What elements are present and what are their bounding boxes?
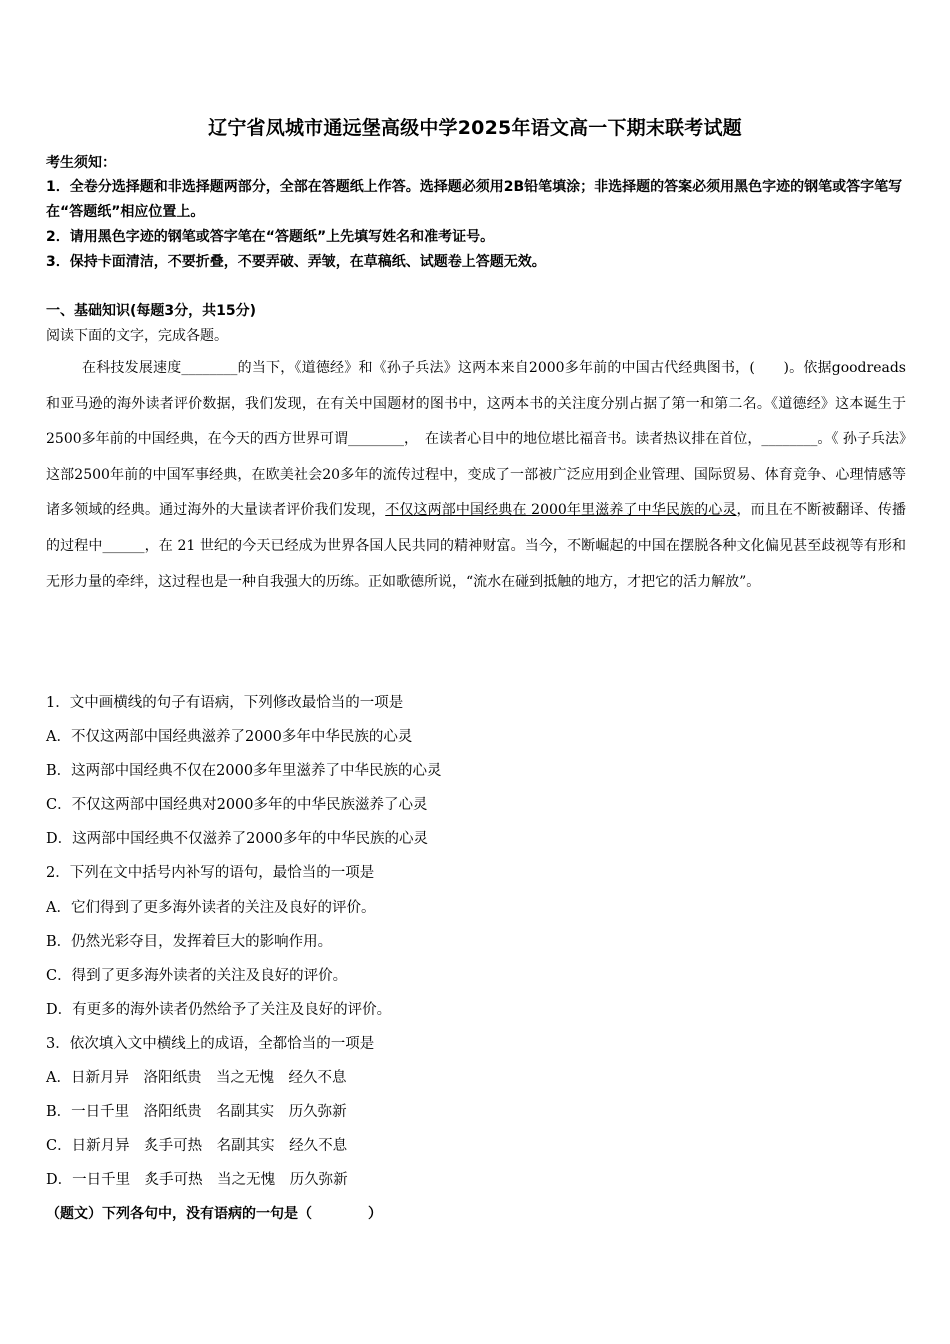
question-2-option-c: C．得到了更多海外读者的关注及良好的评价。 [46, 968, 348, 984]
question-1-option-c: C．不仅这两部中国经典对2000多年的中华民族滋养了心灵 [46, 797, 428, 813]
passage-part-a: 在科技发展速度________的当下，《道德经》和《孙子兵法》这两本来自2000多年前的中国古代经典图书，( )。依据goodreads和亚马逊的海外读者评价数据，我们发现，在有关中国题材的图书中，这两本书的关注度分别占据了第一和第二名。《道德经》这本诞生于2500多年前的中国经典，在今天的西方世界可谓________， 在读者心目中的地位堪比福音书。读者热议排在首位，________。《 孙子兵法》这部2500年前的中国军事经典，在欧美社会20多年的流传过程中，变成了一部被广泛应用到企业管理、国际贸易、体育竞争、心理情感等诸多领域的经典。通过海外的大量读者评价我们发现， [46, 360, 906, 519]
question-3-option-c: C．日新月异 炙手可热 名副其实 经久不息 [46, 1138, 348, 1154]
question-2-stem: 2．下列在文中括号内补写的语句，最恰当的一项是 [46, 865, 375, 881]
question-1-stem: 1．文中画横线的句子有语病，下列修改最恰当的一项是 [46, 695, 404, 711]
notice-heading: 考生须知： [46, 155, 116, 171]
passage-part-b: ，而且在不断被翻译、传播的过程中______，在 21 世纪的今天已经成为世界各国人民共同的精神财富。当今，不断崛起的中国在摆脱各种文化偏见甚至歧视等有形和无形力量的牵绊，这过程也是一种自我强大的历练。正如歌德所说，“流水在碰到抵触的地方，才把它的活力解放”。 [46, 502, 907, 590]
question-1-option-d: D．这两部中国经典不仅滋养了2000多年的中华民族的心灵 [46, 831, 429, 847]
section-heading: 一、基础知识(每题3分，共15分) [46, 303, 257, 319]
section-intro: 阅读下面的文字，完成各题。 [46, 328, 228, 344]
question-2-option-b: B．仍然光彩夺目，发挥着巨大的影响作用。 [46, 934, 333, 950]
question-2-option-a: A．它们得到了更多海外读者的关注及良好的评价。 [46, 900, 376, 916]
question-4-stem: （题文）下列各句中，没有语病的一句是（ ） [46, 1206, 382, 1222]
question-3-stem: 3．依次填入文中横线上的成语，全都恰当的一项是 [46, 1036, 375, 1052]
reading-passage [46, 351, 906, 600]
question-3-option-a: A．日新月异 洛阳纸贵 当之无愧 经久不息 [46, 1070, 347, 1086]
notice-item-1: 1．全卷分选择题和非选择题两部分，全部在答题纸上作答。选择题必须用2B铅笔填涂；非选择题的答案必须用黑色字迹的钢笔或答字笔写在“答题纸”相应位置上。 [46, 179, 903, 220]
question-1-option-a: A．不仅这两部中国经典滋养了2000多年中华民族的心灵 [46, 729, 413, 745]
question-3-option-b: B．一日千里 洛阳纸贵 名副其实 历久弥新 [46, 1104, 347, 1120]
notice-item-2: 2．请用黑色字迹的钢笔或答字笔在“答题纸”上先填写姓名和准考证号。 [46, 229, 495, 245]
question-1-option-b: B．这两部中国经典不仅在2000多年里滋养了中华民族的心灵 [46, 763, 442, 779]
notice-item-3: 3．保持卡面清洁，不要折叠，不要弄破、弄皱，在草稿纸、试题卷上答题无效。 [46, 254, 546, 270]
page-title: 辽宁省凤城市通远堡高级中学2025年语文高一下期末联考试题 [208, 117, 742, 139]
question-2-option-d: D．有更多的海外读者仍然给予了关注及良好的评价。 [46, 1002, 392, 1018]
underlined-sentence: 不仅这两部中国经典在 2000年里滋养了中华民族的心灵 [385, 502, 737, 519]
question-3-option-d: D．一日千里 炙手可热 当之无愧 历久弥新 [46, 1172, 348, 1188]
